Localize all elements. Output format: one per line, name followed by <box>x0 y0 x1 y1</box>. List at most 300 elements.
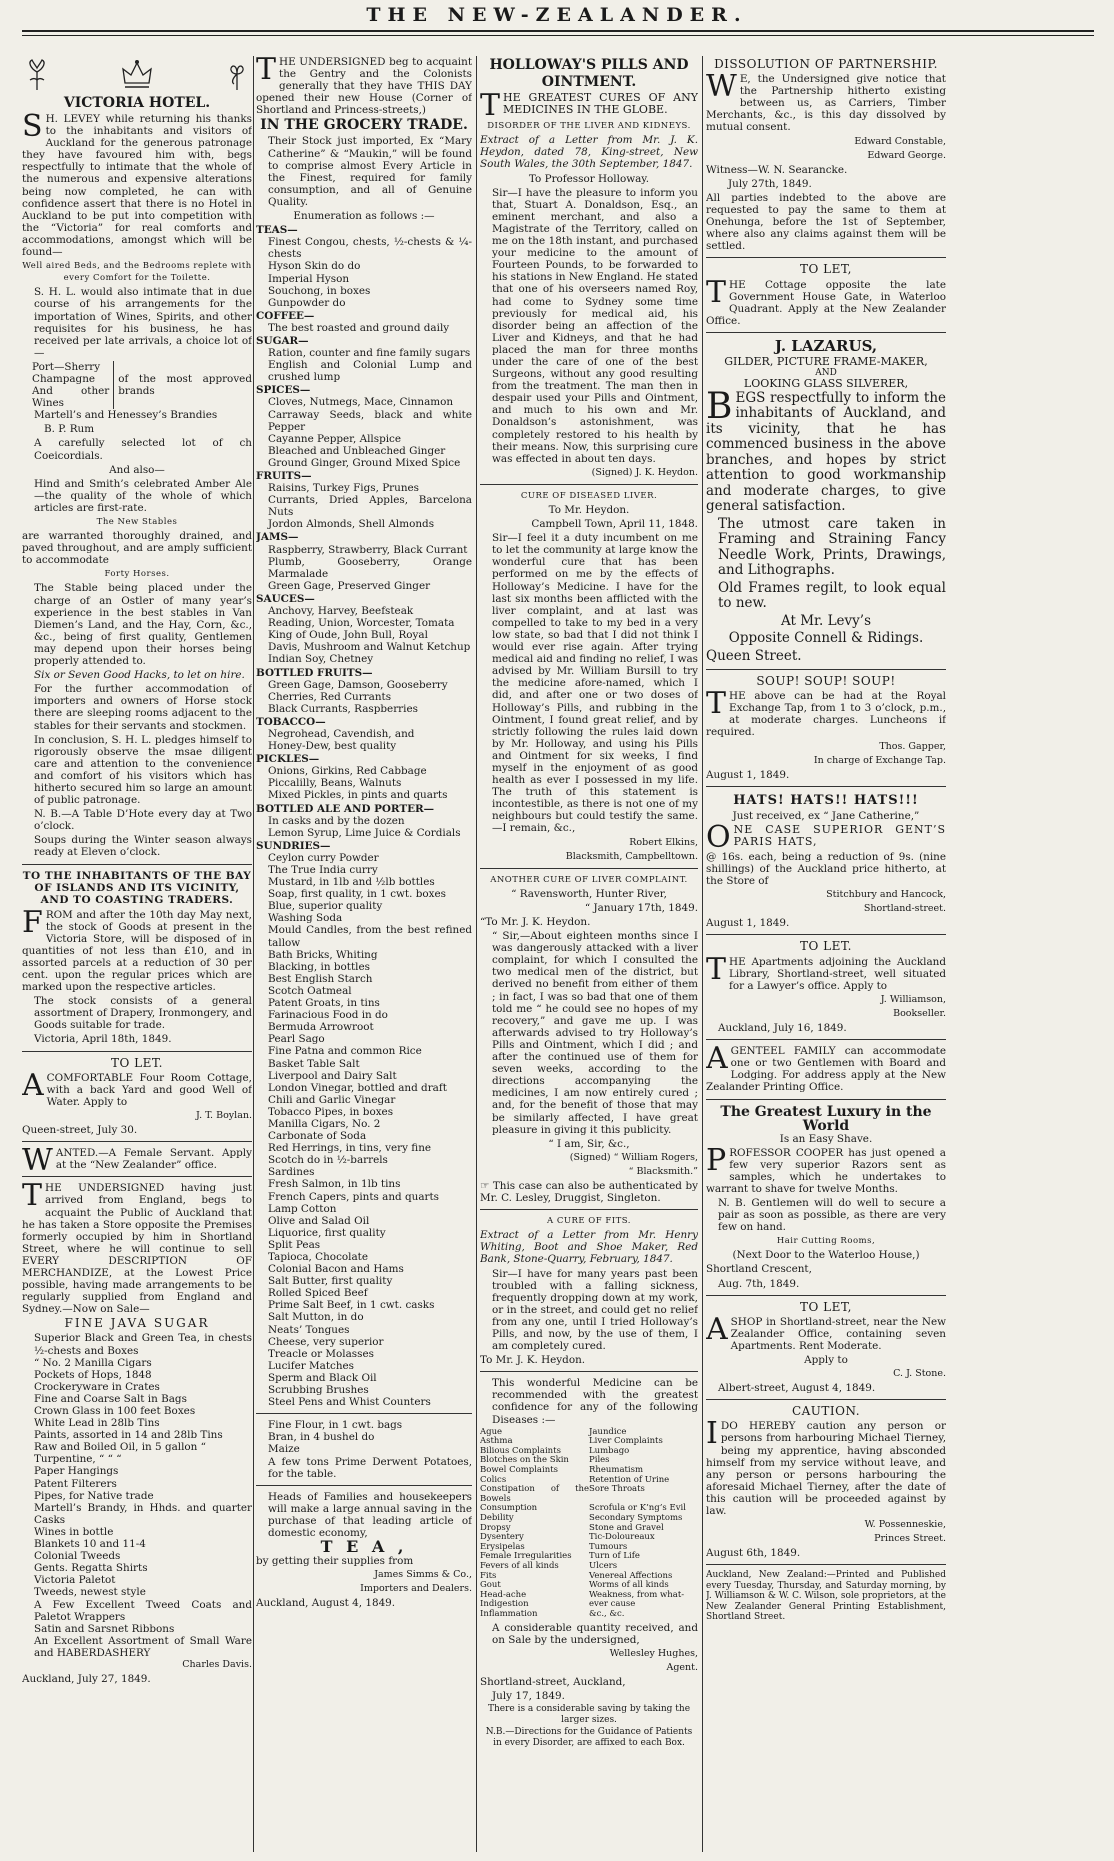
davis-item: Patent Filterers <box>34 1477 117 1490</box>
grocery-item: Reading, Union, Worcester, Tomata <box>268 617 455 630</box>
grocery-item: Ground Ginger, Ground Mixed Spice <box>268 456 461 469</box>
disease-item: Dropsy <box>480 1522 511 1533</box>
quantity-text: A considerable quantity received, and on Sale by the undersigned, <box>492 1621 698 1646</box>
grocery-section-head: SUGAR— <box>256 334 309 347</box>
lazarus-opposite: Opposite Connell & Ridings. <box>728 630 924 647</box>
disease-item: Dysentery <box>480 1532 524 1543</box>
wine-note: of the most approved brands <box>118 372 252 398</box>
advert-divider <box>480 868 698 869</box>
family-advert <box>706 1041 946 1094</box>
hats-head: NE CASE SUPERIOR GENT’S PARIS HATS, <box>733 822 946 848</box>
grocery-section-head: PICKLES— <box>256 753 320 766</box>
soup-text: HE above can be had at the Royal Exchange Tap, from 1 to 3 o’clock, p.m., at moderate charges. Luncheons if required. <box>706 690 946 739</box>
case-letter: “ Sir,—About eighteen months since I was dangerously attacked with a liver complaint, for which I consulted the two medical men of the district, but derived no benefit from either of them ; in fact, I was so bad that one of them told me “ he could see no hopes of my recovery,” and gave me up. I was afterwards advised to try Holloway’s Pills and Ointment, which I did ; and after the continued use of them for seven weeks, according to the directions accompanying the medicines, I am now entirely cured ; and, for the benefit of those that may be similarly affected, I have great pleasure in giving it this publicity. <box>492 930 698 1136</box>
davis-item-list <box>22 1332 252 1659</box>
grocery-item: Tobacco Pipes, in boxes <box>268 1105 394 1118</box>
davis-item: Wines in bottle <box>34 1525 114 1538</box>
flour-item: Fine Flour, in 1 cwt. bags <box>268 1419 403 1432</box>
hotel-servants: For the further accommodation of importers and owners of Horse stock there are sleeping rooms adjacent to the stables for their servants and stockmen. <box>34 683 252 732</box>
grocery-item: The best roasted and ground daily <box>268 321 450 334</box>
grocery-item: King of Oude, John Bull, Royal <box>268 629 428 642</box>
advert-divider <box>706 1099 946 1100</box>
grocery-section-head: BOTTLED FRUITS— <box>256 666 373 679</box>
lazarus-trade: LOOKING GLASS SILVERER, <box>743 377 909 391</box>
hats-title: HATS! HATS!! HATS!!! <box>733 792 919 808</box>
advert-divider <box>706 1564 946 1565</box>
simms-date: Auckland, August 4, 1849. <box>256 1597 396 1610</box>
cottage-title: TO LET, <box>800 262 852 277</box>
grocery-item: Liverpool and Dairy Salt <box>268 1069 397 1082</box>
column-2 <box>256 56 472 1852</box>
hats-address: Shortland-street. <box>863 903 946 915</box>
drop-cap: W <box>22 1143 53 1179</box>
flour-item: A few tons Prime Derwent Potatoes, for the table. <box>268 1455 472 1480</box>
grocery-item: Olive and Salad Oil <box>268 1214 370 1227</box>
luxury-date: Aug. 7th, 1849. <box>718 1277 800 1290</box>
wanted-text: ANTED.—A Female Servant. Apply at the “New Zealander” office. <box>55 1147 252 1172</box>
grocery-item: Blacking, in bottles <box>268 960 370 973</box>
bay-text: ROM and after the 10th day May next, the stock of Goods at present in the Victoria Store, will be disposed of in quantities of not less than £10, and in assorted parcels at a reduction of 30 per cent. upon the regular prices which are marked upon the respective articles. <box>22 908 252 994</box>
grocery-item: Cherries, Red Currants <box>268 690 392 703</box>
wine-item: Champagne <box>32 372 96 385</box>
disease-item: Lumbago <box>589 1445 630 1456</box>
davis-item: A Few Excellent Tweed Coats and Paletot Wrappers <box>34 1598 252 1623</box>
grocery-item: Lamp Cotton <box>268 1202 337 1215</box>
case-heading: ANOTHER CURE OF LIVER COMPLAINT. <box>490 874 688 885</box>
masthead-rule-thin <box>22 35 1094 36</box>
flour-item: Maize <box>268 1443 300 1456</box>
masthead-title: THE NEW-ZEALANDER. <box>366 4 748 26</box>
disease-item: Stone and Gravel <box>589 1522 664 1533</box>
advert-divider <box>706 1399 946 1400</box>
saving-note: There is a considerable saving by taking the larger sizes. <box>487 1704 691 1725</box>
apartments-title: TO LET. <box>800 939 852 954</box>
dissolution-debts: All parties indebted to the above are requested to pay the same to them at Onehunga, before the 1st of September, where also any claims against them will be settled. <box>706 191 946 253</box>
grocery-item: Negrohead, Cavendish, and <box>268 727 415 740</box>
advert-divider <box>22 1051 252 1052</box>
davis-item: Victoria Paletot <box>34 1574 116 1587</box>
cottage-title: TO LET. <box>111 1055 163 1070</box>
grocery-item: English and Colonial Lump and crushed lump <box>268 359 472 384</box>
holloway-title: HOLLOWAY'S PILLS AND OINTMENT. <box>489 57 689 90</box>
disease-item: Weakness, from what- <box>589 1589 685 1600</box>
disease-item: Inflammation <box>480 1608 538 1619</box>
advert-divider <box>256 1413 472 1414</box>
grocery-item: Raisins, Turkey Figs, Prunes <box>268 482 420 495</box>
hotel-also: And also— <box>109 463 165 476</box>
grocery-item: Fresh Salmon, in 1lb tins <box>268 1178 401 1191</box>
case-place: Campbell Town, April 11, 1848. <box>531 518 698 531</box>
grocery-section-head: TOBACCO— <box>256 715 326 728</box>
disease-item: Worms of all kinds <box>589 1580 669 1591</box>
agent-name: Wellesley Hughes, <box>609 1647 698 1659</box>
disease-item: Venereal Affections <box>589 1570 673 1581</box>
davis-item: Pipes, for Native trade <box>34 1489 154 1502</box>
case-to: “To Mr. J. K. Heydon. <box>480 916 591 928</box>
advert-divider <box>706 669 946 670</box>
drop-cap: T <box>22 1178 43 1214</box>
case-place: “ January 17th, 1849. <box>584 901 698 914</box>
hats-text: @ 16s. each, being a reduction of 9s. (nine shillings) of the Auckland price hitherto, at the Store of <box>706 850 946 888</box>
davis-item: “ No. 2 Manilla Cigars <box>34 1356 152 1369</box>
lazarus-framing: The utmost care taken in Framing and Straining Fancy Needle Work, Prints, Drawings, and Lithographs. <box>718 515 946 579</box>
tea-title: T E A , <box>320 1537 408 1557</box>
grocery-item: Liquorice, first quality <box>268 1226 386 1239</box>
grocery-item: Gunpowder do <box>268 296 346 309</box>
grocery-stock: Their Stock just imported, Ex “Mary Catherine” & “Maukin,” will be found to comprise almost Every Article in the Finest, required for family consumption, and all of Genuine Quality. <box>268 135 472 208</box>
drop-cap: T <box>706 951 727 987</box>
wine-item: And other Wines <box>32 385 110 410</box>
drop-cap: F <box>22 904 43 940</box>
disease-item: Bowel Complaints <box>480 1465 558 1476</box>
grocery-item: Bath Bricks, Whiting <box>268 948 378 961</box>
grocery-item: Sardines <box>268 1166 315 1179</box>
apartments-role: Bookseller. <box>893 1007 946 1019</box>
case-heading: A CURE OF FITS. <box>546 1216 632 1227</box>
lazarus-trade: GILDER, PICTURE FRAME-MAKER, <box>724 354 928 368</box>
grocery-item: Hyson Skin do do <box>268 260 361 273</box>
davis-item: Crown Glass in 100 feet Boxes <box>34 1405 196 1417</box>
dissolution-text: E, the Undersigned give notice that the Partnership hitherto existing between us, as Carriers, Timber Merchants, &c., is this day dissolved by mutual consent. <box>706 73 946 134</box>
tea-heads: Heads of Families and housekeepers will make a large annual saving in the purchase of that leading article of domestic economy, <box>268 1490 472 1539</box>
hotel-ale: Hind and Smith’s celebrated Amber Ale—the quality of the whole of which articles are first-rate. <box>34 477 252 514</box>
grocery-item: Onions, Girkins, Red Cabbage <box>268 765 427 778</box>
davis-item: Raw and Boiled Oil, in 5 gallon “ <box>34 1441 206 1454</box>
grocery-section-head: BOTTLED ALE AND PORTER— <box>256 802 435 815</box>
drop-cap: A <box>706 1311 728 1347</box>
grocery-intro: HE UNDERSIGNED beg to acquaint the Gentry and the Colonists generally that they have THIS DAY opened their new House (Corner of Shortland and Princess-streets,) <box>256 56 472 117</box>
cottage-advert <box>706 263 946 326</box>
grocery-item: Davis, Mushroom and Walnut Ketchup <box>268 641 471 654</box>
agent-date: July 17, 1849. <box>492 1690 565 1702</box>
grocery-title: IN THE GROCERY TRADE. <box>260 117 468 134</box>
grocery-item: Green Gage, Damson, Gooseberry <box>268 678 448 691</box>
grocery-section-head: SAUCES— <box>256 592 315 605</box>
disease-item: Liver Complaints <box>589 1436 663 1447</box>
advert-divider <box>706 1039 946 1040</box>
hotel-beds: Well aired Beds, and the Bedrooms replete with every Comfort for the Toilette. <box>22 261 252 284</box>
advert-divider <box>706 786 946 787</box>
grocery-item: Imperial Hyson <box>268 272 350 285</box>
drop-cap: T <box>480 88 501 123</box>
drop-cap: O <box>706 819 731 855</box>
case-signature: (Signed) J. K. Heydon. <box>591 466 698 478</box>
grocery-item: Fine Patna and common Rice <box>268 1045 422 1058</box>
davis-item: White Lead in 28lb Tins <box>34 1417 160 1430</box>
grocery-item: Plumb, Gooseberry, Orange Marmalade <box>268 555 472 580</box>
soup-title: SOUP! SOUP! SOUP! <box>756 674 896 689</box>
disease-item: Secondary Symptoms <box>589 1513 683 1523</box>
davis-head: FINE JAVA SUGAR <box>64 1316 210 1331</box>
case-extract: Extract of a Letter from Mr. J. K. Heydon, dated 78, King-street, New South Wales, the 30th September, 1847. <box>480 134 698 171</box>
grocery-item: Tapioca, Chocolate <box>268 1251 368 1263</box>
advert-divider <box>22 864 252 865</box>
crown-icon <box>117 57 157 93</box>
grocery-item: Green Gage, Preserved Ginger <box>268 579 431 592</box>
grocery-item: Black Currants, Raspberries <box>268 702 418 715</box>
grocery-item: Treacle or Molasses <box>268 1347 374 1360</box>
grocery-item: London Vinegar, bottled and draft <box>268 1081 447 1094</box>
dissolution-advert <box>706 58 946 252</box>
soup-advert <box>706 675 946 781</box>
grocery-item: Sperm and Black Oil <box>268 1371 377 1384</box>
grocery-item: Carraway Seeds, black and white Pepper <box>268 408 472 433</box>
advert-divider <box>480 484 698 485</box>
holloway-subtitle: HE GREATEST CURES OF ANY MEDICINES IN THE GLOBE. <box>503 91 698 117</box>
case-signature: (Signed) “ William Rogers, <box>569 1151 698 1163</box>
luxury-text: ROFESSOR COOPER has just opened a few very superior Razors sent as samples, which he undertakes to warrant to shave for twelve Months. <box>706 1146 946 1195</box>
grocery-item: Ceylon curry Powder <box>268 851 379 864</box>
grocery-item: Indian Soy, Chetney <box>268 653 374 666</box>
lazarus-regilt: Old Frames regilt, to look equal to new. <box>718 579 946 612</box>
grocery-section-head: TEAS— <box>256 224 298 237</box>
grocery-item: Mustard, in 1lb and ½lb bottles <box>268 876 435 889</box>
grocery-item: Carbonate of Soda <box>268 1130 367 1143</box>
disease-item: Piles <box>589 1455 610 1466</box>
advert-divider <box>706 257 946 258</box>
bay-title: TO THE INHABITANTS OF THE BAY OF ISLANDS AND ITS VICINITY, AND TO COASTING TRADERS. <box>22 869 252 906</box>
shamrock-icon <box>222 58 252 92</box>
luxury-advert <box>706 1105 946 1290</box>
luxury-nb: N. B. Gentlemen will do well to secure a pair as soon as possible, as there are very few on hand. <box>718 1196 946 1234</box>
lazarus-and: AND <box>815 367 837 378</box>
disease-item: Colics <box>480 1474 507 1485</box>
grocery-item: Lucifer Matches <box>268 1359 355 1372</box>
case-signature: Robert Elkins, <box>629 836 698 848</box>
flour-list <box>256 1419 472 1479</box>
lazarus-advert <box>706 338 946 664</box>
advert-divider <box>22 1176 252 1177</box>
caution-text: DO HEREBY caution any person or persons from harbouring Michael Tierney, being my apprentice, having absconded himself from my service without leave, and any person or persons harbouring the aforesaid Michael Tierney, after the date of this caution will be proceeded against by law. <box>706 1420 946 1518</box>
davis-item: Blankets 10 and 11-4 <box>34 1538 146 1551</box>
hotel-brandies: Martell’s and Henessey’s Brandies <box>34 409 218 422</box>
grocery-item: Mould Candles, from the best refined tallow <box>268 924 472 949</box>
table-dhote: N. B.—A Table D’Hote every day at Two o’clock. <box>34 808 252 833</box>
case-to: To Professor Holloway. <box>528 172 650 185</box>
case-letter: Sir—I feel it a duty incumbent on me to let the community at large know the wonderful cure that has been performed on me by the effects of Holloway’s Medicine. I have for the last six months been afflicted with the liver complaint, and at last was compelled to take to my bed in a very low state, so bad that I did not think I would ever rise again. After trying medical aid and finding no relief, I was advised by Mr. William Bursill to try the medicine afore-named, which I did, and after one or two doses of Holloway’s Pills, and rubbing in the Ointment, I found great relief, and by strictly following the rules laid down by Mr. Holloway, and using his Pills and Ointment for six weeks, I find myself in the enjoyment of as good health as ever I possessed in my life. The truth of this statement is incontestible, as there is not one of my neighbours but could testify the same.—I remain, &c., <box>492 532 698 835</box>
disease-item: Rheumatism <box>589 1465 644 1476</box>
hotel-imports: S. H. L. would also intimate that in due course of his arrangements for the importation of Wines, Spirits, and other requisites for his business, he has received per late arrivals, a choice lot of— <box>34 286 252 359</box>
disease-item: Indigestion <box>480 1599 529 1610</box>
lazarus-at: At Mr. Levy’s <box>780 612 872 629</box>
shop-apply: Apply to <box>804 1354 848 1366</box>
grocery-item: Finest Congou, chests, ½-chests & ¼-chests <box>268 236 472 261</box>
grocery-item: Steel Pens and Whist Counters <box>268 1396 431 1409</box>
case-authentication: ☞ This case can also be authenticated by Mr. C. Lesley, Druggist, Singleton. <box>480 1179 698 1205</box>
disease-item: Fevers of all kinds <box>480 1560 559 1571</box>
disease-item: Ulcers <box>589 1560 618 1571</box>
column-1 <box>22 56 252 1852</box>
drop-cap: A <box>706 1041 728 1077</box>
soup-date: August 1, 1849. <box>706 768 790 781</box>
disease-item: Tumours <box>589 1541 628 1552</box>
grocery-section-head: SUNDRIES— <box>256 839 331 852</box>
disease-item: Turn of Life <box>589 1551 640 1562</box>
dissolution-title: DISSOLUTION OF PARTNERSHIP. <box>714 57 938 71</box>
lazarus-street: Queen Street. <box>706 647 802 664</box>
hats-name: Stitchbury and Hancock, <box>826 889 946 901</box>
caution-name: W. Possenneskie, <box>864 1519 946 1531</box>
case-letter: Sir—I have for many years past been troubled with a falling sickness, frequently dropping down at my work, or in the street, and could get no relief from any one, until I tried Holloway’s Pills, and now, by the use of them, I am completely cured. <box>492 1267 698 1353</box>
drop-cap: T <box>706 274 727 310</box>
case-place: “ Ravensworth, Hunter River, <box>511 887 667 900</box>
grocery-item: Chili and Garlic Vinegar <box>268 1093 396 1106</box>
disease-item: Fits <box>480 1570 497 1581</box>
disease-item: Gout <box>480 1580 501 1591</box>
grocery-item: Cayanne Pepper, Allspice <box>268 432 402 445</box>
grocery-item: Manilla Cigars, No. 2 <box>268 1117 381 1130</box>
hotel-cordials: A carefully selected lot of ch Coeicordials. <box>34 437 252 462</box>
soup-role: In charge of Exchange Tap. <box>813 754 946 766</box>
grocery-item: Washing Soda <box>268 912 343 925</box>
directions-note: N.B.—Directions for the Guidance of Patients in every Disorder, are affixed to each Box. <box>485 1727 693 1748</box>
luxury-title: The Greatest Luxury in the World <box>720 1103 932 1134</box>
davis-item: Gents. Regatta Shirts <box>34 1562 148 1575</box>
grocery-item: Rolled Spiced Beef <box>268 1287 368 1300</box>
davis-item: Fine and Coarse Salt in Bags <box>34 1392 187 1405</box>
grocery-item: Split Peas <box>268 1238 321 1251</box>
grocery-item: Prime Salt Beef, in 1 cwt. casks <box>268 1299 435 1312</box>
column-divider-1 <box>253 56 254 1852</box>
hats-received: Just received, ex “ Jane Catherine,” <box>732 809 920 822</box>
luxury-address: Shortland Crescent, <box>706 1263 812 1276</box>
drop-cap: T <box>256 56 277 87</box>
dissolution-date: July 27th, 1849. <box>728 177 812 190</box>
drop-cap: W <box>706 69 737 105</box>
disease-item: Consumption <box>480 1503 538 1514</box>
davis-item: Superior Black and Green Tea, in chests ½-chests and Boxes <box>34 1332 252 1357</box>
case-letter: Sir—I have the pleasure to inform you that, Stuart A. Donaldson, Esq., an eminent merchant, and also a Magistrate of the Territory, called on me on the 18th instant, and purchased your medicine to the amount of Fourteen Pounds, to be forwarded to his stations in New England. He stated that one of his overseers named Roy, had come to Sydney some time previously for medical aid, his disorder being an affection of the Liver and Kidneys, and that he had placed the man for three months under the care of one of the best Surgeons, without any good resulting from the treatment. The man then in despair used your Pills and Ointment, and much to his own and Mr. Donaldson’s astonishment, was completely restored to his health by their means. Now, this surprising cure was effected in about ten days. <box>492 186 698 465</box>
davis-name: Charles Davis. <box>182 1658 252 1670</box>
advert-divider <box>256 1485 472 1486</box>
case-heading: CURE OF DISEASED LIVER. <box>520 490 658 501</box>
advert-divider <box>706 1295 946 1296</box>
grocery-item: Jordon Almonds, Shell Almonds <box>268 518 435 531</box>
dissolution-signature: Edward George. <box>867 149 946 161</box>
caution-advert <box>706 1405 946 1559</box>
grocery-item: Currants, Dried Apples, Barcelona Nuts <box>268 494 472 519</box>
grocery-item: Basket Table Salt <box>268 1057 360 1070</box>
grocery-item: Ration, counter and fine family sugars <box>268 347 471 360</box>
stables-ostler: The Stable being placed under the charge of an Ostler of many year’s experience in the best stables in Van Diemen’s Land, and the Hay, Corn, &c., &c., being of first quality, Gentlemen may depend upon their horses being properly attended to. <box>34 582 252 668</box>
disease-item: Retention of Urine <box>589 1474 670 1485</box>
davis-item: An Excellent Assortment of Small Ware and HABERDASHERY <box>34 1634 252 1659</box>
agent-address: Shortland-street, Auckland, <box>480 1675 626 1688</box>
column-divider-3 <box>702 56 703 1852</box>
grocery-item: Scrubbing Brushes <box>268 1384 369 1397</box>
case-heading: DISORDER OF THE LIVER AND KIDNEYS. <box>487 121 691 132</box>
shop-name: C. J. Stone. <box>893 1368 946 1380</box>
caution-address: Princes Street. <box>874 1533 946 1545</box>
hotel-conclusion: In conclusion, S. H. L. pledges himself to rigorously observe the msae diligent care and attention to the convenience and comfort of his visitors which has hitherto secured him so large an amount of public patronage. <box>34 733 252 807</box>
grocery-item: Blue, superior quality <box>268 900 383 913</box>
advert-divider <box>706 332 946 333</box>
column-3 <box>480 56 698 1852</box>
grocery-item: Mixed Pickles, in pints and quarts <box>268 789 448 802</box>
drop-cap: T <box>706 686 727 722</box>
grocery-item: Honey-Dew, best quality <box>268 740 397 753</box>
grocery-item: Best English Starch <box>268 972 373 985</box>
shop-title: TO LET, <box>800 1299 852 1314</box>
hotel-title: VICTORIA HOTEL. <box>63 95 211 111</box>
printer-imprint: Auckland, New Zealand:—Printed and Published every Tuesday, Thursday, and Saturday morning, by J. Williamson & W. C. Wilson, sole proprietors, at the New Zealander General Printing Establishment, Shortland Street. <box>706 1570 946 1623</box>
wine-item: Port—Sherry <box>32 360 101 373</box>
case-extract: Extract of a Letter from Mr. Henry Whiting, Boot and Shoe Maker, Red Bank, Stone-Quarry, February, 1847. <box>480 1229 698 1266</box>
simms-name: James Simms & Co., <box>374 1569 472 1581</box>
cottage-text: HE Cottage opposite the late Government House Gate, in Waterloo Quadrant. Apply at the New Zealander Office. <box>706 278 946 327</box>
grocery-item: Bermuda Arrowroot <box>268 1021 374 1034</box>
thistle-icon <box>22 58 52 92</box>
luxury-subtitle: Is an Easy Shave. <box>779 1132 873 1145</box>
shop-advert <box>706 1301 946 1395</box>
disease-item: Asthma <box>480 1436 513 1447</box>
cottage-date: Queen-street, July 30. <box>22 1124 138 1137</box>
shop-text: SHOP in Shortland-street, near the New Zealander Office, containing seven Apartments. Rent Moderate. <box>730 1315 946 1352</box>
recommend-text: This wonderful Medicine can be recommended with the greatest confidence for any of the following Diseases :— <box>492 1377 698 1426</box>
grocery-section-head: COFFEE— <box>256 309 315 322</box>
royal-crest-ornament <box>22 56 252 94</box>
grocery-item: Souchong, in boxes <box>268 284 371 297</box>
tea-by: by getting their supplies from <box>256 1555 414 1568</box>
disease-item: Head-ache <box>480 1589 527 1600</box>
grocery-item: Scotch do in ½-barrels <box>268 1154 388 1167</box>
case-to: To Mr. Heydon. <box>548 504 630 516</box>
grocery-item: In casks and by the dozen <box>268 814 405 827</box>
caution-title: CAUTION. <box>791 1404 861 1419</box>
disease-list <box>480 1428 698 1620</box>
grocery-item: Colonial Bacon and Hams <box>268 1263 404 1276</box>
shop-date: Albert-street, August 4, 1849. <box>718 1382 876 1395</box>
dissolution-witness: Witness—W. N. Searancke. <box>706 163 848 176</box>
drop-cap: S <box>22 109 43 144</box>
grocery-item: Lemon Syrup, Lime Juice & Cordials <box>268 826 461 839</box>
disease-item: Jaundice <box>589 1426 627 1437</box>
grocery-item: Patent Groats, in tins <box>268 997 380 1010</box>
bay-of-islands-advert <box>22 870 252 1046</box>
masthead-rule <box>22 30 1094 32</box>
dissolution-signature: Edward Constable, <box>854 135 946 147</box>
disease-item: Constipation of the Bowels <box>480 1484 589 1504</box>
agent-role: Agent. <box>666 1661 698 1673</box>
grocery-item: Raspberry, Strawberry, Black Currant <box>268 543 468 556</box>
davis-item: Martell’s Brandy, in Hhds. and quarter Casks <box>34 1501 252 1526</box>
davis-item: Tweeds, newest style <box>34 1586 146 1599</box>
disease-item: Debility <box>480 1513 514 1523</box>
cottage-text: COMFORTABLE Four Room Cottage, with a back Yard and good Well of Water. Apply to <box>46 1071 252 1108</box>
apartments-text: HE Apartments adjoining the Auckland Library, Shortland-street, well situated for a Lawyer’s office. Apply to <box>729 955 946 992</box>
hotel-advert <box>22 56 252 859</box>
disease-item: Sore Throats <box>589 1484 645 1495</box>
disease-item: Bilious Complaints <box>480 1445 561 1456</box>
family-text: GENTEEL FAMILY can accommodate one or two Gentlemen with Board and Lodging. For address apply at the New Zealander Printing Office. <box>706 1045 946 1094</box>
simms-role: Importers and Dealers. <box>360 1583 472 1595</box>
flour-item: Bran, in 4 bushel do <box>268 1431 375 1444</box>
grocery-section-head: FRUITS— <box>256 470 312 482</box>
disease-item: Ague <box>480 1426 503 1437</box>
apartments-advert <box>706 940 946 1034</box>
grocery-item: Scotch Oatmeal <box>268 984 352 997</box>
soups-note: Soups during the Winter season always ready at Eleven o’clock. <box>34 834 252 859</box>
case-signature: “ Blacksmith.” <box>628 1165 698 1177</box>
column-divider-2 <box>476 56 477 1852</box>
wanted-advert <box>22 1143 252 1179</box>
grocery-enumeration: Enumeration as follows :— <box>293 210 435 223</box>
davis-item: Pockets of Hops, 1848 <box>34 1368 152 1381</box>
disease-item: Scrofula or K’ng’s Evil <box>589 1503 686 1514</box>
grocery-section-head: SPICES— <box>256 384 311 397</box>
grocery-item: Farinacious Food in do <box>268 1009 388 1022</box>
disease-item: ever cause <box>589 1599 636 1610</box>
